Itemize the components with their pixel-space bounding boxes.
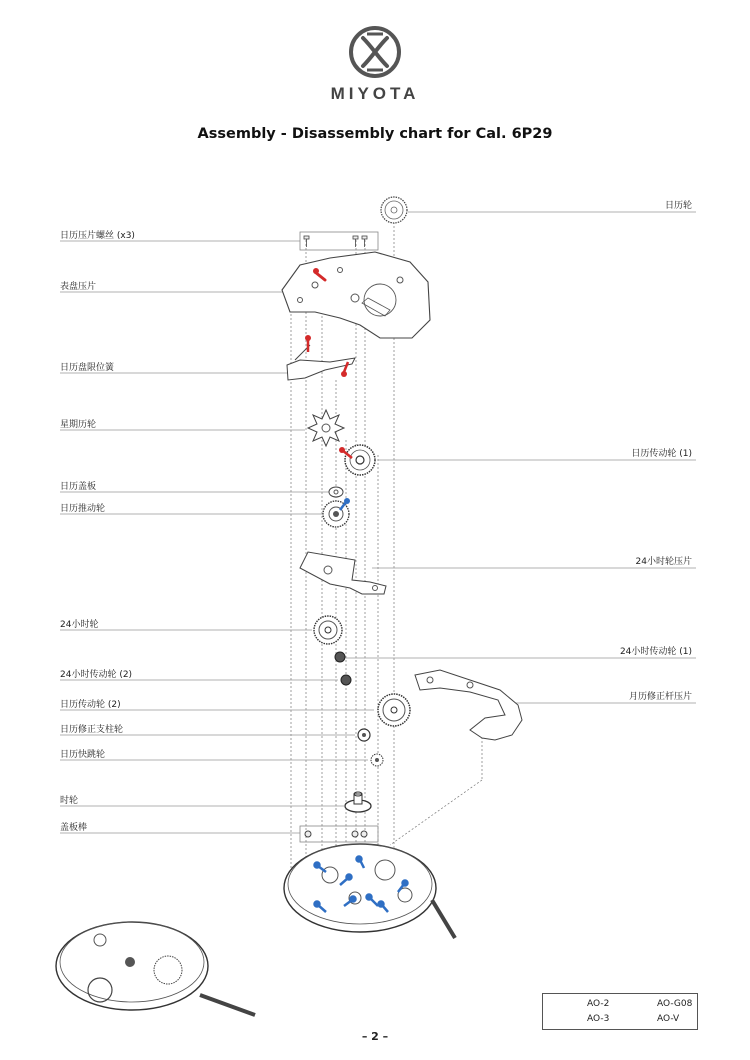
legend-ao2: AO-2 xyxy=(587,999,610,1009)
cover-pins-part xyxy=(300,826,378,842)
label-hour-wheel: 时轮 xyxy=(60,796,79,806)
lubricant-legend xyxy=(542,993,698,1030)
date-jump-part xyxy=(371,754,383,766)
screws-part xyxy=(300,232,378,250)
legend-aog08: AO-G08 xyxy=(657,999,693,1009)
label-date-cover: 日历盖板 xyxy=(60,482,97,492)
h24-wheel-part xyxy=(314,616,342,644)
legend-aov: AO-V xyxy=(657,1014,680,1024)
label-screws: 日历压片螺丝 (x3) xyxy=(60,231,135,241)
label-date-spring: 日历盘限位簧 xyxy=(60,363,115,373)
label-date-wheel: 日历轮 xyxy=(664,201,692,211)
date-spring-part xyxy=(287,335,355,380)
label-date-driving: 日历推动轮 xyxy=(60,504,106,514)
label-month-plate: 月历修正杆压片 xyxy=(628,692,692,702)
label-h24-trans1: 24小时传动轮 (1) xyxy=(619,647,692,657)
date-cover-part xyxy=(329,487,343,497)
week-wheel-part xyxy=(308,410,344,446)
month-plate-part xyxy=(415,670,522,740)
label-week-wheel: 星期历轮 xyxy=(60,420,97,430)
label-cover-pins: 盖板棒 xyxy=(60,823,88,833)
page-number: – 2 – xyxy=(361,1030,389,1043)
brand-name: MIYOTA xyxy=(330,84,420,103)
label-h24-plate: 24小时轮压片 xyxy=(635,557,692,567)
date-driving-part xyxy=(323,498,350,527)
assembled-movement-part xyxy=(56,922,255,1015)
hour-wheel-part xyxy=(345,792,371,812)
date-trans1-part xyxy=(339,445,375,475)
h24-trans1-part xyxy=(335,652,345,662)
h24-plate-part xyxy=(300,552,386,594)
date-wheel-part xyxy=(381,197,407,223)
label-date-trans1: 日历传动轮 (1) xyxy=(631,449,692,459)
label-date-jump: 日历快跳轮 xyxy=(60,750,106,760)
legend-ao3: AO-3 xyxy=(587,1014,610,1024)
h24-trans2-part xyxy=(341,675,351,685)
page-title: Assembly - Disassembly chart for Cal. 6P29 xyxy=(197,126,553,142)
main-movement-part xyxy=(284,844,455,938)
date-trans2-part xyxy=(378,694,410,726)
label-date-corrector: 日历修正支柱轮 xyxy=(60,725,124,735)
label-dial-plate: 表盘压片 xyxy=(60,282,97,292)
date-corrector-part xyxy=(358,729,370,741)
label-h24-trans2: 24小时传动轮 (2) xyxy=(60,670,133,680)
label-h24-wheel: 24小时轮 xyxy=(60,620,99,630)
miyota-logo xyxy=(351,28,399,76)
label-date-trans2: 日历传动轮 (2) xyxy=(60,700,121,710)
